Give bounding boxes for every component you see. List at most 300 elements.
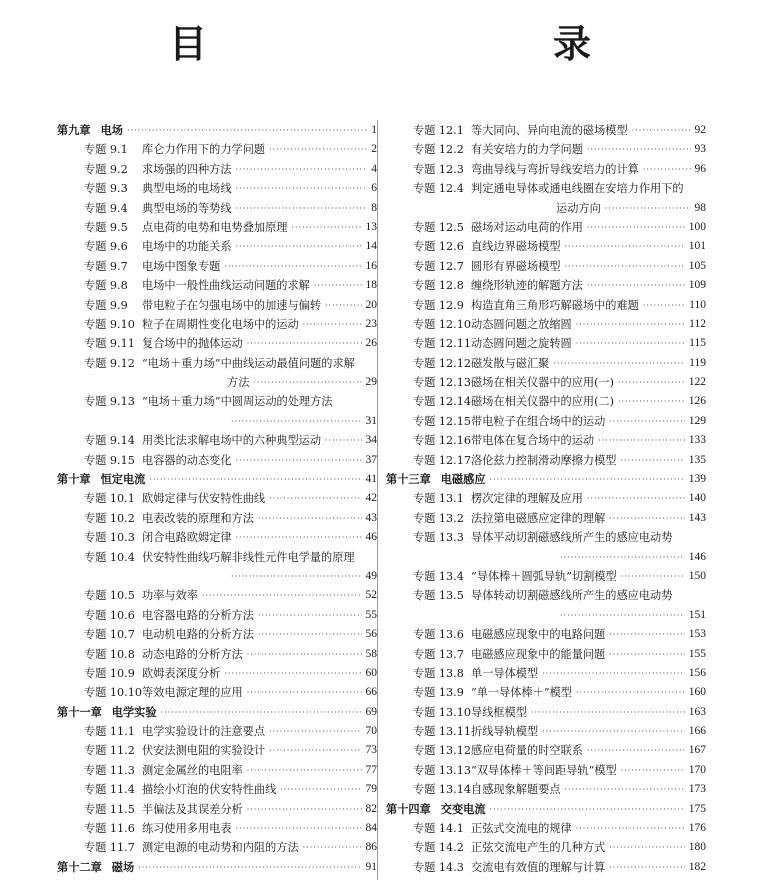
toc-entry-number: 专题 13.6 [413,628,464,642]
toc-entry-number: 专题 12.15 [413,414,471,428]
toc-entry-title: 电动机电路的分析方法 [142,628,254,642]
toc-page-number: 60 [365,666,377,679]
toc-page-number: 73 [365,744,377,757]
toc-page-number: 155 [688,647,706,660]
toc-leader-dots [269,722,361,741]
toc-entry-number: 专题 12.1 [413,123,464,137]
toc-entry-number: 专题 9.6 [84,240,128,254]
toc-entry-number: 专题 11.6 [84,822,135,836]
toc-leader-dots [231,412,362,431]
toc-topic-entry[interactable] [386,489,706,508]
toc-leader-dots [224,257,361,276]
toc-leader-dots [236,451,362,470]
toc-entry-number: 第十章 [57,472,91,487]
toc-topic-entry[interactable] [57,819,377,838]
toc-entry-number: 专题 11.4 [84,783,135,797]
toc-entry-title: 粒子在周期性变化电场中的运动 [142,317,299,331]
toc-topic-entry[interactable] [57,761,377,780]
toc-entry-title: 自感现象解题要点 [471,783,561,797]
toc-topic-entry[interactable] [386,780,706,799]
toc-entry-number: 专题 9.1 [84,143,128,157]
toc-topic-entry[interactable] [57,334,377,353]
toc-leader-dots [598,431,685,450]
toc-leader-dots [247,800,362,819]
toc-topic-entry[interactable] [386,761,706,780]
toc-entry-title: 等大同向、异向电流的磁场模型 [471,123,628,137]
toc-leader-dots [560,606,685,625]
toc-topic-entry[interactable] [57,625,377,644]
toc-entry-number: 专题 10.3 [84,531,135,545]
toc-page-number: 170 [688,763,706,776]
toc-entry-number: 专题 12.13 [413,376,471,390]
toc-topic-entry[interactable] [57,354,377,373]
toc-topic-entry[interactable] [386,586,706,605]
toc-topic-entry[interactable] [386,315,706,334]
toc-leader-dots [236,160,368,179]
toc-entry-number: 专题 10.2 [84,511,135,525]
toc-entry-title: 折线导轨模型 [471,725,539,739]
toc-page-number: 92 [694,123,706,136]
toc-entry-number: 专题 12.8 [413,279,464,293]
toc-entry-title: 半偏法及其误差分析 [142,802,243,816]
toc-page-number: 146 [688,550,706,563]
toc-leader-dots [565,257,685,276]
toc-topic-entry[interactable] [386,276,706,295]
toc-entry-title: 磁场对运动电荷的作用 [471,220,583,234]
toc-entry-title: 动态圆问题之放缩圆 [471,317,572,331]
toc-topic-entry[interactable] [386,334,706,353]
toc-page-number: 4 [371,162,377,175]
toc-leader-dots [236,528,362,547]
toc-leader-dots [609,858,684,877]
toc-leader-dots [565,237,685,256]
toc-topic-entry[interactable] [57,606,377,625]
toc-topic-entry[interactable] [386,528,706,547]
toc-entry-number: 专题 13.12 [413,744,471,758]
toc-entry-title: 磁场在相关仪器中的应用(二) [471,395,614,409]
toc-leader-dots [231,567,362,586]
toc-entry-number: 专题 10.8 [84,647,135,661]
toc-page-number: 105 [688,259,706,272]
toc-leader-dots [202,586,362,605]
toc-chapter-entry[interactable] [57,703,377,722]
toc-entry-title: 描绘小灯泡的伏安特性曲线 [142,783,277,797]
toc-leader-dots [269,140,367,159]
toc-page-number: 55 [365,608,377,621]
toc-leader-dots [576,315,685,334]
toc-topic-entry[interactable] [57,528,377,547]
toc-entry-number: 专题 13.13 [413,763,471,777]
toc-page-number: 100 [688,220,706,233]
toc-entry-title: 磁发散与磁汇聚 [471,356,550,370]
toc-entry-title: 方法 [227,376,250,390]
toc-topic-entry[interactable] [386,645,706,664]
toc-page-number: 31 [365,414,377,427]
toc-page-number: 143 [688,511,706,524]
toc-page-number: 41 [365,473,377,486]
toc-topic-entry[interactable] [57,722,377,741]
toc-topic-entry[interactable] [386,121,706,140]
toc-entry-number: 专题 12.14 [413,395,471,409]
toc-chapter-entry[interactable] [386,800,706,819]
toc-topic-entry[interactable] [57,780,377,799]
toc-page-number: 122 [688,376,706,389]
toc-entry-number: 专题 12.10 [413,317,471,331]
toc-left-column [57,121,377,877]
toc-entry-number: 专题 11.7 [84,841,135,855]
toc-leader-dots [565,780,685,799]
toc-page-number: 135 [688,453,706,466]
toc-entry-title: 电表改装的原理和方法 [142,511,254,525]
toc-page-number: 16 [365,259,377,272]
toc-topic-entry[interactable] [57,838,377,857]
toc-entry-number: 专题 13.1 [413,492,464,506]
toc-page-number: 160 [688,686,706,699]
toc-leader-dots [621,761,685,780]
toc-topic-entry[interactable] [386,625,706,644]
toc-page-number: 20 [365,298,377,311]
toc-entry-title: 电场 [100,122,123,137]
toc-entry-title: 电磁感应 [440,472,486,487]
toc-entry-title: 电场中图象专题 [142,259,221,273]
toc-right-column [386,121,706,877]
toc-leader-dots [258,509,362,528]
toc-entry-title: 闭合电路欧姆定律 [142,531,232,545]
toc-leader-dots [609,645,684,664]
toc-entry-number: 专题 13.9 [413,686,464,700]
toc-topic-entry[interactable] [57,548,377,567]
toc-topic-entry[interactable] [57,567,377,586]
toc-entry-number: 专题 9.5 [84,220,128,234]
toc-entry-number: 专题 11.5 [84,802,135,816]
toc-topic-entry[interactable] [57,218,377,237]
toc-leader-dots [236,179,368,198]
toc-leader-dots [609,412,684,431]
toc-page-number: 91 [365,860,377,873]
toc-entry-number: 第九章 [57,122,91,137]
toc-entry-number: 专题 9.9 [84,298,128,312]
toc-page-number: 175 [688,802,706,815]
toc-topic-entry[interactable] [57,431,377,450]
toc-topic-entry[interactable] [386,218,706,237]
toc-topic-entry[interactable] [386,160,706,179]
toc-entry-title: “导体棒＋圆弧导轨”切割模型 [471,569,617,583]
toc-entry-title: 伏安法测电阻的实验设计 [142,744,266,758]
toc-page-number: 84 [365,822,377,835]
toc-entry-title: 动态电路的分析方法 [142,647,243,661]
toc-leader-dots [643,296,685,315]
toc-topic-entry[interactable] [386,451,706,470]
toc-page-number: 150 [688,569,706,582]
toc-entry-title: 动态圆问题之旋转圆 [471,337,572,351]
toc-entry-number: 专题 13.3 [413,531,464,545]
toc-topic-entry[interactable] [386,373,706,392]
toc-entry-title: 电磁感应现象中的电路问题 [471,628,606,642]
toc-entry-title: 交流电有效值的理解与计算 [471,860,606,874]
toc-leader-dots [325,296,361,315]
toc-topic-entry[interactable] [386,819,706,838]
toc-leader-dots [138,858,361,877]
toc-topic-entry[interactable] [57,509,377,528]
toc-page-number: 98 [694,201,706,214]
toc-entry-number: 专题 13.8 [413,666,464,680]
toc-topic-entry[interactable] [386,683,706,702]
toc-entry-title: 求场强的四种方法 [142,162,232,176]
toc-page-number: 109 [688,279,706,292]
toc-leader-dots [224,664,361,683]
toc-leader-dots [618,373,685,392]
toc-entry-title: 测定电源的电动势和内阻的方法 [142,841,299,855]
toc-topic-entry[interactable] [57,315,377,334]
toc-topic-entry[interactable] [57,742,377,761]
toc-entry-number: 专题 12.17 [413,453,471,467]
toc-topic-entry[interactable] [57,586,377,605]
toc-entry-title: 直线边界磁场模型 [471,240,561,254]
toc-entry-title: 欧姆表深度分析 [142,666,221,680]
toc-topic-entry[interactable] [57,451,377,470]
toc-topic-entry[interactable] [57,683,377,702]
toc-entry-title: 法拉第电磁感应定律的理解 [471,511,606,525]
toc-leader-dots [236,199,368,218]
toc-entry-number: 专题 13.7 [413,647,464,661]
toc-entry-number: 专题 13.14 [413,783,471,797]
toc-page-number: 93 [694,143,706,156]
toc-leader-dots [280,780,361,799]
toc-leader-dots [247,334,362,353]
toc-entry-number: 专题 13.4 [413,569,464,583]
toc-page-number: 18 [365,279,377,292]
toc-page-number: 101 [688,240,706,253]
toc-entry-title: 复合场中的抛体运动 [142,337,243,351]
toc-entry-title: 练习使用多用电表 [142,822,232,836]
toc-leader-dots [643,160,691,179]
toc-page-number: 110 [689,298,706,311]
toc-entry-number: 专题 10.10 [84,686,142,700]
toc-entry-number: 第十一章 [57,704,102,719]
toc-topic-entry[interactable] [57,140,377,159]
toc-topic-entry[interactable] [57,412,377,431]
toc-leader-dots [609,838,684,857]
toc-entry-title: 有关安培力的力学问题 [471,143,583,157]
toc-topic-entry[interactable] [386,140,706,159]
toc-leader-dots [576,819,685,838]
toc-page-number: 26 [365,337,377,350]
toc-topic-entry[interactable] [386,742,706,761]
toc-entry-title: 恒定电流 [100,472,146,487]
toc-entry-title: 等效电源定理的应用 [142,686,243,700]
toc-entry-title: 洛伦兹力控制滑动摩擦力模型 [471,453,617,467]
toc-page-number: 23 [365,317,377,330]
toc-entry-number: 专题 9.8 [84,279,128,293]
toc-topic-entry[interactable] [57,645,377,664]
toc-entry-title: 楞次定律的理解及应用 [471,492,583,506]
toc-entry-title: “电场＋重力场”中圆周运动的处理方法 [142,395,333,409]
toc-page-number: 167 [688,744,706,757]
toc-entry-title: 电学实验 [111,704,157,719]
toc-page-number: 133 [688,434,706,447]
toc-topic-entry[interactable] [386,722,706,741]
toc-leader-dots [291,218,361,237]
toc-entry-title: 正弦交流电产生的几种方式 [471,841,606,855]
toc-entry-number: 专题 10.4 [84,550,135,564]
toc-topic-entry[interactable] [386,179,706,198]
toc-entry-title: 单一导体模型 [471,666,539,680]
toc-topic-entry[interactable] [57,373,377,392]
toc-topic-entry[interactable] [386,838,706,857]
toc-page-number: 52 [365,589,377,602]
toc-chapter-entry[interactable] [57,121,377,140]
toc-page-number: 34 [365,434,377,447]
toc-topic-entry[interactable] [57,392,377,411]
toc-topic-entry[interactable] [386,858,706,877]
toc-entry-title: 运动方向 [556,201,601,215]
toc-topic-entry[interactable] [57,296,377,315]
toc-leader-dots [303,315,362,334]
toc-topic-entry[interactable] [386,567,706,586]
toc-page-number: 156 [688,666,706,679]
toc-entry-number: 专题 11.1 [84,725,135,739]
toc-topic-entry[interactable] [386,509,706,528]
toc-leader-dots [621,567,685,586]
toc-topic-entry[interactable] [386,237,706,256]
toc-entry-title: 交变电流 [440,801,486,816]
toc-entry-title: “电场＋重力场”中曲线运动最值问题的求解 [142,356,355,370]
toc-page-number: 79 [365,783,377,796]
toc-page-number: 66 [365,686,377,699]
toc-leader-dots [269,741,361,760]
toc-page-number: 37 [365,453,377,466]
toc-entry-title: 缠绕形轨迹的解题方法 [471,279,583,293]
toc-entry-title: 功率与效率 [142,589,198,603]
toc-leader-dots [236,819,362,838]
toc-page-number: 173 [688,783,706,796]
toc-entry-title: 磁场在相关仪器中的应用(一) [471,376,614,390]
toc-entry-title: 测定金属丝的电阻率 [142,763,243,777]
column-divider [377,120,378,880]
toc-topic-entry[interactable] [386,664,706,683]
toc-leader-dots [161,703,362,722]
toc-topic-entry[interactable] [57,489,377,508]
toc-leader-dots [490,470,685,489]
toc-entry-title: 点电荷的电势和电势叠加原理 [142,220,288,234]
toc-page-number: 163 [688,705,706,718]
toc-leader-dots [253,373,361,392]
toc-entry-number: 专题 13.10 [413,705,471,719]
toc-page-number: 49 [365,569,377,582]
toc-page-number: 82 [365,802,377,815]
toc-entry-title: 电磁感应现象中的能量问题 [471,647,606,661]
toc-topic-entry[interactable] [386,257,706,276]
toc-entry-number: 专题 9.11 [84,337,135,351]
toc-leader-dots [576,683,685,702]
toc-page-number: 166 [688,725,706,738]
toc-leader-dots [258,606,362,625]
toc-entry-number: 专题 9.2 [84,162,128,176]
toc-leader-dots [587,489,685,508]
toc-chapter-entry[interactable] [57,858,377,877]
toc-topic-entry[interactable] [386,296,706,315]
toc-leader-dots [247,761,362,780]
toc-entry-number: 专题 12.5 [413,220,464,234]
toc-entry-title: 带电粒子在匀强电场中的加速与偏转 [142,298,322,312]
toc-page-number: 69 [365,705,377,718]
toc-leader-dots [490,800,685,819]
toc-chapter-entry[interactable] [386,470,706,489]
toc-entry-title: 用类比法求解电场中的六种典型运动 [142,434,322,448]
toc-topic-entry[interactable] [386,199,706,218]
toc-entry-number: 第十四章 [386,801,431,816]
toc-topic-entry[interactable] [386,606,706,625]
toc-entry-title: 典型电场的等势线 [142,201,232,215]
toc-leader-dots [587,218,685,237]
toc-entry-number: 专题 12.6 [413,240,464,254]
toc-entry-number: 专题 10.6 [84,608,135,622]
toc-page-number: 77 [365,763,377,776]
toc-topic-entry[interactable] [386,354,706,373]
toc-entry-number: 专题 14.2 [413,841,464,855]
toc-topic-entry[interactable] [57,664,377,683]
toc-page-number: 42 [365,492,377,505]
toc-entry-number: 专题 13.2 [413,511,464,525]
toc-leader-dots [542,664,685,683]
toc-entry-title: 电容器的动态变化 [142,453,232,467]
toc-entry-number: 专题 9.7 [84,259,128,273]
toc-entry-title: 电学实验设计的注意要点 [142,725,266,739]
toc-topic-entry[interactable] [386,412,706,431]
toc-entry-title: 库仑力作用下的力学问题 [142,143,266,157]
toc-page-number: 96 [694,162,706,175]
toc-entry-number: 专题 14.1 [413,822,464,836]
toc-entry-title: “双导体棒＋等间距导轨”模型 [471,763,617,777]
toc-topic-entry[interactable] [57,179,377,198]
toc-entry-title: 圆形有界磁场模型 [471,259,561,273]
toc-leader-dots [609,625,684,644]
toc-topic-entry[interactable] [386,548,706,567]
toc-page-number: 115 [689,337,706,350]
toc-entry-number: 专题 9.15 [84,453,135,467]
toc-leader-dots [149,470,361,489]
toc-chapter-entry[interactable] [57,470,377,489]
page-title: 目 录 [168,21,681,66]
toc-page-number: 126 [688,395,706,408]
toc-page-number: 46 [365,531,377,544]
toc-leader-dots [618,392,685,411]
toc-page-number: 1 [371,123,377,136]
toc-leader-dots [303,838,362,857]
toc-topic-entry[interactable] [57,257,377,276]
toc-topic-entry[interactable] [57,800,377,819]
toc-entry-title: 构造直角三角形巧解磁场中的难题 [471,298,639,312]
toc-page-number: 112 [689,317,706,330]
toc-topic-entry[interactable] [57,160,377,179]
toc-topic-entry[interactable] [386,431,706,450]
toc-page-number: 140 [688,492,706,505]
toc-page-number: 151 [688,608,706,621]
toc-entry-number: 专题 13.11 [413,725,471,739]
toc-entry-number: 专题 12.4 [413,182,464,196]
toc-topic-entry[interactable] [57,276,377,295]
toc-entry-title: 伏安特性曲线巧解非线性元件电学量的原理 [142,550,355,564]
toc-topic-entry[interactable] [386,703,706,722]
toc-topic-entry[interactable] [57,199,377,218]
toc-leader-dots [531,703,685,722]
toc-entry-title: 电场中的功能关系 [142,240,232,254]
toc-page-number: 182 [688,860,706,873]
toc-topic-entry[interactable] [386,392,706,411]
toc-leader-dots [542,722,685,741]
toc-topic-entry[interactable] [57,237,377,256]
toc-leader-dots [325,431,361,450]
